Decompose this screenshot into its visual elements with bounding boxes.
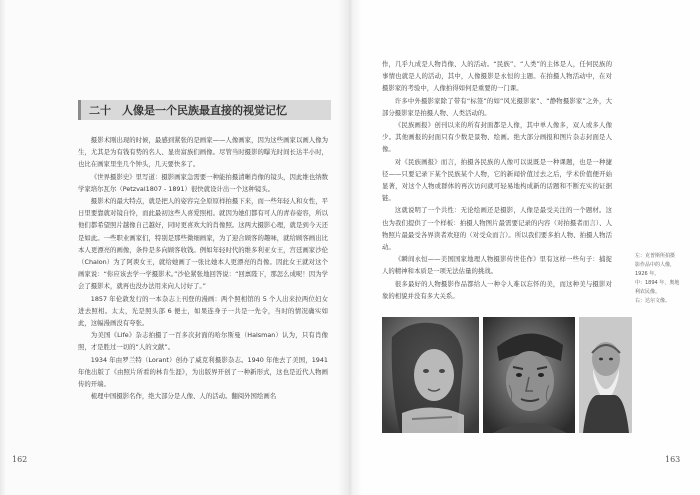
portrait-photos	[382, 317, 632, 433]
paragraph: 《世界摄影史》里写道：摄影画家急需要一种能拍摄清晰肖像的镜头，因此维也纳数学家培尔瓦尔（Petzval1807 - 1891）很快就设计出一个这种镜头。	[78, 172, 328, 193]
paragraph: 《民族画报》创刊以来的所有封面都是人像，其中单人像多，双人或多人像少。其他画报的封面只有少数是景物、绘画。绝大部分画报和图片杂志封面是人像。	[382, 121, 612, 154]
left-body-text	[78, 134, 328, 402]
paragraph: 摄影术的最大特点，就是把人的姿容完全原原样拍摄下来，而一些年轻人和女性，平日里要靠就对镜自怜，而此最初这些人喜爱照相。就因为她们都有可人的青春姿容，所以他们都希望照片越像自己越好，同时更喜欢大的肖像照。这两大摄影心理，就是到今天还是如此。一些职业画家们，特别是那些微细画家，为了迎合顾客的趣味，就给顾客画出比本人更漂亮的画像，条件是多向顾客收钱。例如年轻时代的维多利亚女王，宫廷画家沙伦（Chalon）为了阿谀女王，就给她画了一张比她本人更漂亮的肖像。因此女王就对这个画家说：“你应该去学一学摄影术。”沙伦紧张地回答说：“回禀陛下，那怎么成呢！因为学会了摄影术，就再也没办法用来向人讨好了。”	[78, 197, 328, 291]
paragraph: 1857 年伦敦发行的一本杂志上刊登的漫画：两个照相馆的 5 个人出来拉两位妇女进去照相。太太，光是照头部 6 便士，如果连身子一共是一先令，当时的情况确实如此，这幅漫画没有夸张。	[78, 294, 328, 328]
caption-line: 中：1894 年，奥地	[635, 280, 680, 286]
portrait-photo-right	[579, 317, 632, 433]
photo-caption	[635, 252, 687, 306]
paragraph: 这就说明了一个共性：无论绘画还是摄影，人像是最受关注的一个题材。这也为我们提供了一个样板：拍摄人物图片最需要记录的内容（对拍摄者而言）、人物照片最最受各界读者欢迎的（对受众而言）。所以我们要多拍人物、拍摄人物活动。	[382, 206, 612, 252]
paragraph: 《瞬间永恒——美国国家地理人物摄影传世佳作》里有这样一些句子：捕捉人的精神和本质是一项无法估量的挑战。	[382, 255, 612, 276]
caption-line: 影作品中的人像，	[635, 262, 676, 268]
book-gutter	[338, 0, 362, 495]
page-number-right: 163	[665, 455, 681, 464]
page-number-left: 162	[12, 455, 28, 464]
paragraph: 作，几乎九成是人物肖像、人的活动。“民族”、“人类”的主体是人，任何民族的事情也就是人的活动，其中，人像摄影是永恒的主题。在拍摄人物活动中，在对摄影家的考验中，人像拍得如何是重要的一门课。	[382, 60, 612, 93]
caption-line: 1926 年。	[635, 271, 660, 277]
page-edge	[0, 0, 6, 495]
chapter-title: 二十 人像是一个民族最直接的视觉记忆	[89, 104, 287, 117]
paragraph: 1934 年由罗兰特（Lorant）创办了威克利摄影杂志。1940 年他去了美国，1941 年他出版了《由照片所看的林肯生涯》，为出版界开创了一种新形式，这也是近代人物画传的开端。	[78, 355, 328, 389]
caption-line: 利农民像。	[635, 289, 661, 295]
portrait-photo-left	[382, 317, 479, 433]
portrait-photo-center	[483, 317, 575, 433]
paragraph: 对《民族画报》而言，拍摄各民族的人像可以说既是一种课题，也是一种捷径——只要记录下某个民族某个人物，它的新闻价值过去之后，学术价值便开始显著，对这个人物或群体的再次访问就可轻易地构成新的话题和不断充实的证据链。	[382, 157, 612, 203]
paragraph: 很多最好的人物摄影作品都给人一种令人难以忘怀的美，而这种美与摄影对象的相貌并没有多大关系。	[382, 279, 612, 300]
chapter-heading-bar	[78, 100, 331, 120]
paragraph: 为美国《Life》杂志拍摄了一百多次封面的哈尔斯曼（Halsman）认为，只有肖像照，才是胜过一切的“人的文献”。	[78, 331, 328, 352]
caption-line: 左：克普斯所拍摄	[635, 253, 676, 259]
paragraph: 许多中外摄影家除了带有“标签”的如“风光摄影家”、“静物摄影家”之外，大部分摄影家是拍摄人物、人类活动的。	[382, 96, 612, 117]
right-body-text	[382, 58, 612, 302]
paragraph: 摄影术刚出现的时候，最感到紧张的是画家——人像画家，因为这些画家以画人像为生，尤其是为有钱有势的名人、显贵富族们画像。尽管当时摄影的曝光时间长达半小时，也比在画家里坐几个钟头，几天要快多了。	[78, 136, 328, 169]
paragraph: 梳理中国摄影名作，绝大部分是人像、人的活动。翻阅外国绘画名	[90, 392, 277, 401]
caption-line: 右：达尔文像。	[635, 298, 671, 304]
